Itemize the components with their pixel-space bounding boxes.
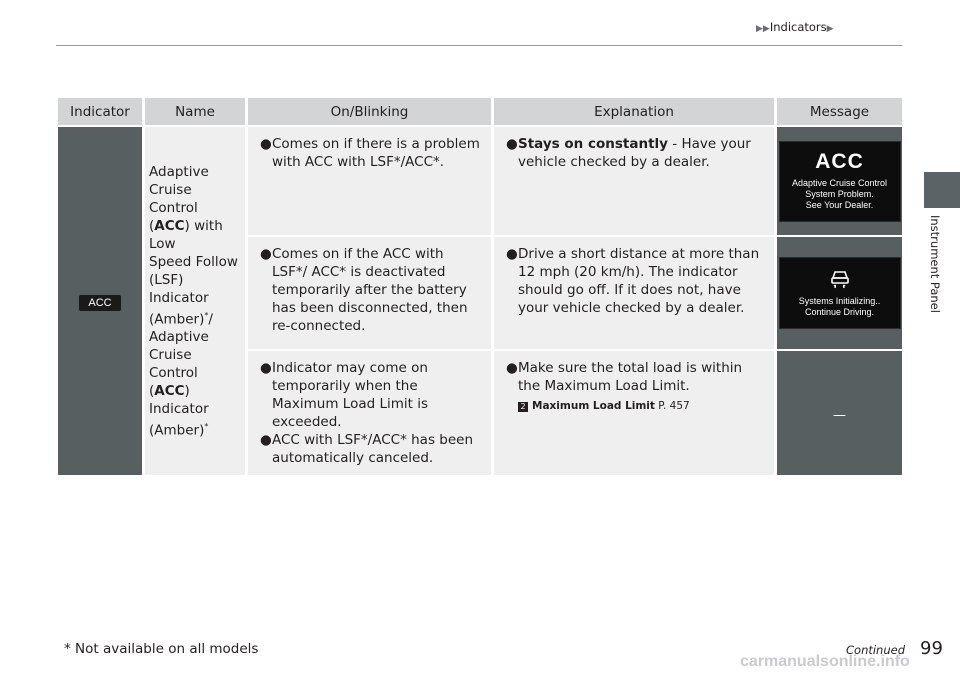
section-label: Instrument Panel xyxy=(928,215,942,313)
explanation-text: Drive a short distance at more than 12 mph (20 km/h). The indicator should go off. If it does not, have your vehicle checked by a dealer. xyxy=(518,246,760,316)
message-cell xyxy=(777,127,902,235)
indicator-table xyxy=(55,96,905,477)
table-row xyxy=(58,127,902,235)
column-header: Message xyxy=(777,98,902,125)
indicator-cell xyxy=(58,127,142,475)
indicator-name: Adaptive Cruise Control (ACC) with Low Speed Follow (LSF) Indicator (Amber)*/ Adaptive Cruise Control (ACC) Indicator (Amber)* xyxy=(145,127,245,475)
page-number: 99 xyxy=(920,638,943,659)
slippery-car-icon xyxy=(827,266,853,292)
on-text: Comes on if there is a problem with ACC with LSF*/ACC*. xyxy=(272,136,480,170)
column-header: Name xyxy=(145,98,245,125)
on-blinking-cell: ● Indicator may come on temporarily when the Maximum Load Limit is exceeded. ● ACC with LSF*/ACC* has been automatically canceled. xyxy=(248,351,491,475)
acc-message-screen: ACC Adaptive Cruise Control System Problem. See Your Dealer. xyxy=(779,141,901,222)
explanation-cell: ● Make sure the total load is within the Maximum Load Limit. 2 Maximum Load Limit P. 457 xyxy=(494,351,774,475)
no-message-dash: — xyxy=(833,407,846,423)
footnote: * Not available on all models xyxy=(64,641,259,657)
continued-label: Continued xyxy=(846,643,906,657)
on-text: Comes on if the ACC with LSF*/ ACC* is deactivated temporarily after the battery has been disconnected, then re-connected. xyxy=(272,246,468,334)
initializing-message-screen: Systems Initializing.. Continue Driving. xyxy=(779,257,901,329)
table-header-row xyxy=(58,98,902,125)
explanation-cell: ● Stays on constantly - Have your vehicle checked by a dealer. xyxy=(494,127,774,235)
on-blinking-cell: ● Comes on if the ACC with LSF*/ ACC* is deactivated temporarily after the battery has been disconnected, then re-connected. xyxy=(248,237,491,349)
explanation-emphasis: Stays on constantly xyxy=(518,136,668,152)
triangle-right-icon: ▶▶ xyxy=(756,24,770,34)
column-header: Indicator xyxy=(58,98,142,125)
breadcrumb xyxy=(756,20,834,34)
acc-indicator-icon: ACC xyxy=(79,295,120,311)
page-reference-link[interactable]: 2 Maximum Load Limit P. 457 xyxy=(518,397,766,415)
message-cell xyxy=(777,351,902,475)
triangle-right-icon: ▶ xyxy=(826,24,834,34)
on-blinking-cell: ● Comes on if there is a problem with ACC with LSF*/ACC*. xyxy=(248,127,491,235)
explanation-cell: ● Drive a short distance at more than 12 mph (20 km/h). The indicator should go off. If it does not, have your vehicle checked by a dealer. xyxy=(494,237,774,349)
arrow-icon: 2 xyxy=(518,402,528,412)
header-divider xyxy=(56,45,902,46)
watermark: carmanualsonline.info xyxy=(740,653,910,670)
breadcrumb-label[interactable]: Indicators xyxy=(769,20,827,34)
explanation-text: Make sure the total load is within the Maximum Load Limit. xyxy=(518,360,743,394)
column-header: Explanation xyxy=(494,98,774,125)
column-header: On/Blinking xyxy=(248,98,491,125)
on-text: Indicator may come on temporarily when the Maximum Load Limit is exceeded. xyxy=(272,360,429,430)
message-cell xyxy=(777,237,902,349)
on-text: ACC with LSF*/ACC* has been automatically canceled. xyxy=(272,432,474,466)
section-tab[interactable] xyxy=(924,172,960,208)
